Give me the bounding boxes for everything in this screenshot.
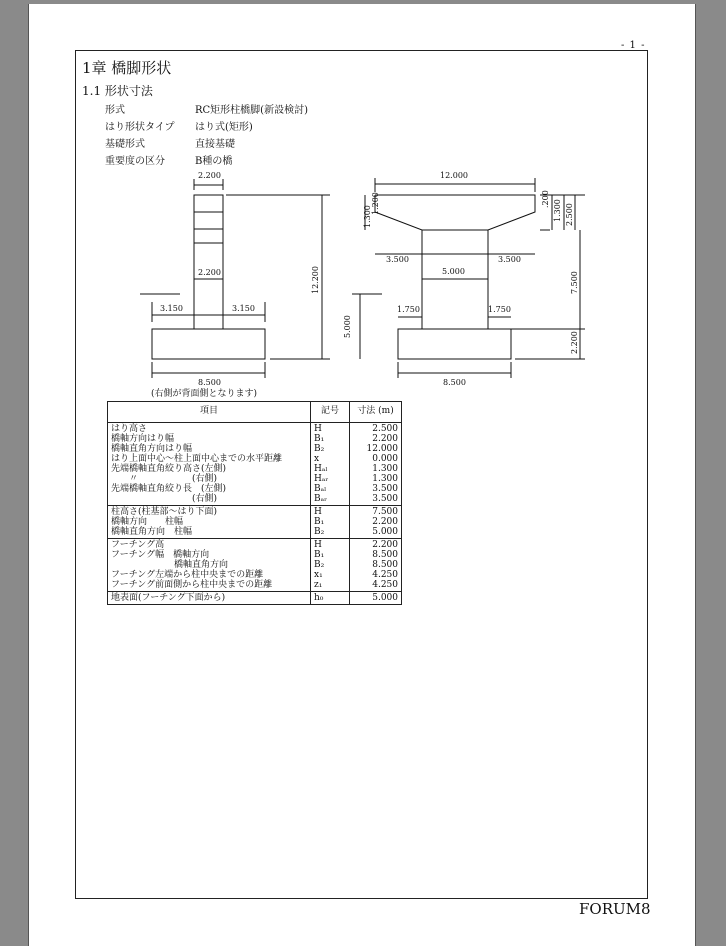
cell-line: 4.250 <box>372 580 398 590</box>
table-cell <box>108 506 311 539</box>
dim-label: 2.200 <box>570 331 579 354</box>
cell-line: はり高さ <box>111 424 148 434</box>
cell-line: 2.200 <box>372 517 398 527</box>
info-label: 形式 <box>105 105 125 116</box>
table-cell <box>108 592 311 605</box>
dim-label: 8.500 <box>443 378 466 387</box>
cell-line: 地表面(フーチング下面から) <box>111 593 226 603</box>
dim-label: 1.750 <box>488 305 511 314</box>
cell-line: H <box>314 424 322 434</box>
cell-line: B₁ <box>314 550 325 560</box>
cell-line: はり上面中心〜柱上面中心までの水平距離 <box>111 454 283 464</box>
pier-drawing <box>120 162 590 387</box>
dimension-table <box>107 401 402 605</box>
cell-line: 2.200 <box>372 540 398 550</box>
table-cell <box>108 423 311 506</box>
table-cell <box>350 592 402 605</box>
table-cell <box>311 592 350 605</box>
dim-label: 12.200 <box>311 266 320 294</box>
dim-label: 2.200 <box>198 268 221 277</box>
info-value: RC矩形柱橋脚(新設検討) <box>195 105 308 116</box>
cell-line: (右側) <box>111 494 218 504</box>
dim-label: 5.000 <box>343 315 352 338</box>
cell-line: Hₐᵣ <box>314 474 329 484</box>
cell-line: Bₐₗ <box>314 484 327 494</box>
cell-line: 柱高さ(柱基部〜はり下面) <box>111 507 218 517</box>
cell-line: フーチング左端から柱中央までの距離 <box>111 570 264 580</box>
dim-label: 3.500 <box>386 255 409 264</box>
cell-line: 12.000 <box>366 444 398 454</box>
cell-line: 4.250 <box>372 570 398 580</box>
cell-line: 5.000 <box>372 527 398 537</box>
dim-label: 7.500 <box>570 271 579 294</box>
cell-line: 0.000 <box>372 454 398 464</box>
cell-line: 橋軸方向はり幅 <box>111 434 175 444</box>
cell-line: Hₐₗ <box>314 464 328 474</box>
table-cell <box>311 539 350 592</box>
side-view <box>140 179 330 378</box>
dim-label: 1.200 <box>371 192 380 215</box>
header-value: 寸法 (m) <box>350 402 402 423</box>
cell-line: h₀ <box>314 593 324 603</box>
cell-line: 1.300 <box>372 464 398 474</box>
front-view <box>352 178 585 378</box>
dim-label: 5.000 <box>442 267 465 276</box>
cell-line: 8.500 <box>372 550 398 560</box>
cell-line: 7.500 <box>372 507 398 517</box>
dim-label: 12.000 <box>440 171 468 180</box>
dim-label: 1.300 <box>363 205 372 228</box>
cell-line: B₂ <box>314 527 325 537</box>
cell-line: H <box>314 507 322 517</box>
dim-label: 3.500 <box>498 255 521 264</box>
dim-label: 3.150 <box>232 304 255 313</box>
dim-label: 3.150 <box>160 304 183 313</box>
cell-line: フーチング前面側から柱中央までの距離 <box>111 580 273 590</box>
cell-line: 5.000 <box>372 593 398 603</box>
footer-brand: FORUM8 <box>579 900 651 918</box>
cell-line: B₁ <box>314 434 325 444</box>
table-row <box>108 592 402 605</box>
cell-line: 橋軸方向 柱幅 <box>111 517 184 527</box>
cell-line: H <box>314 540 322 550</box>
header-symbol: 記号 <box>311 402 350 423</box>
cell-line: Bₐᵣ <box>314 494 328 504</box>
cell-line: 先端橋軸直角絞り長 (左側) <box>111 484 227 494</box>
info-value: 直接基礎 <box>195 139 235 150</box>
cell-line: 3.500 <box>372 484 398 494</box>
cell-line: 3.500 <box>372 494 398 504</box>
cell-line: 〃 (右側) <box>111 474 218 484</box>
cell-line: 2.200 <box>372 434 398 444</box>
info-value: はり式(矩形) <box>195 122 253 133</box>
table-cell <box>350 423 402 506</box>
page-number: - 1 - <box>621 40 646 51</box>
table-cell <box>311 423 350 506</box>
cell-line: 橋軸直角方向 <box>111 560 229 570</box>
table-cell <box>350 539 402 592</box>
cell-line: B₂ <box>314 444 325 454</box>
table-row <box>108 506 402 539</box>
cell-line: フーチング幅 橋軸方向 <box>111 550 210 560</box>
dim-label: .200 <box>541 190 550 208</box>
dim-label: 1.300 <box>553 199 562 222</box>
section-title: 1.1 形状寸法 <box>82 84 153 98</box>
table-row <box>108 539 402 592</box>
cell-line: 先端橋軸直角絞り高さ(左側) <box>111 464 227 474</box>
cell-line: B₁ <box>314 517 325 527</box>
cell-line: 8.500 <box>372 560 398 570</box>
info-label: 重要度の区分 <box>105 156 165 167</box>
chapter-title: 1章 橋脚形状 <box>82 59 172 77</box>
info-label: はり形状タイプ <box>105 122 175 133</box>
cell-line: 橋軸直角方向はり幅 <box>111 444 193 454</box>
table-cell <box>311 506 350 539</box>
dim-label: 1.750 <box>397 305 420 314</box>
cell-line: フーチング高 <box>111 540 165 550</box>
cell-line: B₂ <box>314 560 325 570</box>
info-label: 基礎形式 <box>105 139 145 150</box>
dim-label: 2.200 <box>198 171 221 180</box>
cell-line: 1.300 <box>372 474 398 484</box>
dim-label: 2.500 <box>565 203 574 226</box>
info-value: B種の橋 <box>195 156 233 167</box>
table-cell <box>108 539 311 592</box>
drawing-note: (右側が背面側となります) <box>151 389 258 399</box>
table-cell <box>350 506 402 539</box>
cell-line: z₁ <box>314 580 323 590</box>
header-item: 項目 <box>108 402 311 423</box>
cell-line: 2.500 <box>372 424 398 434</box>
cell-line: 橋軸直角方向 柱幅 <box>111 527 193 537</box>
cell-line: x <box>314 454 320 464</box>
dim-label: 8.500 <box>198 378 221 387</box>
cell-line: x₁ <box>314 570 323 580</box>
table-row <box>108 423 402 506</box>
